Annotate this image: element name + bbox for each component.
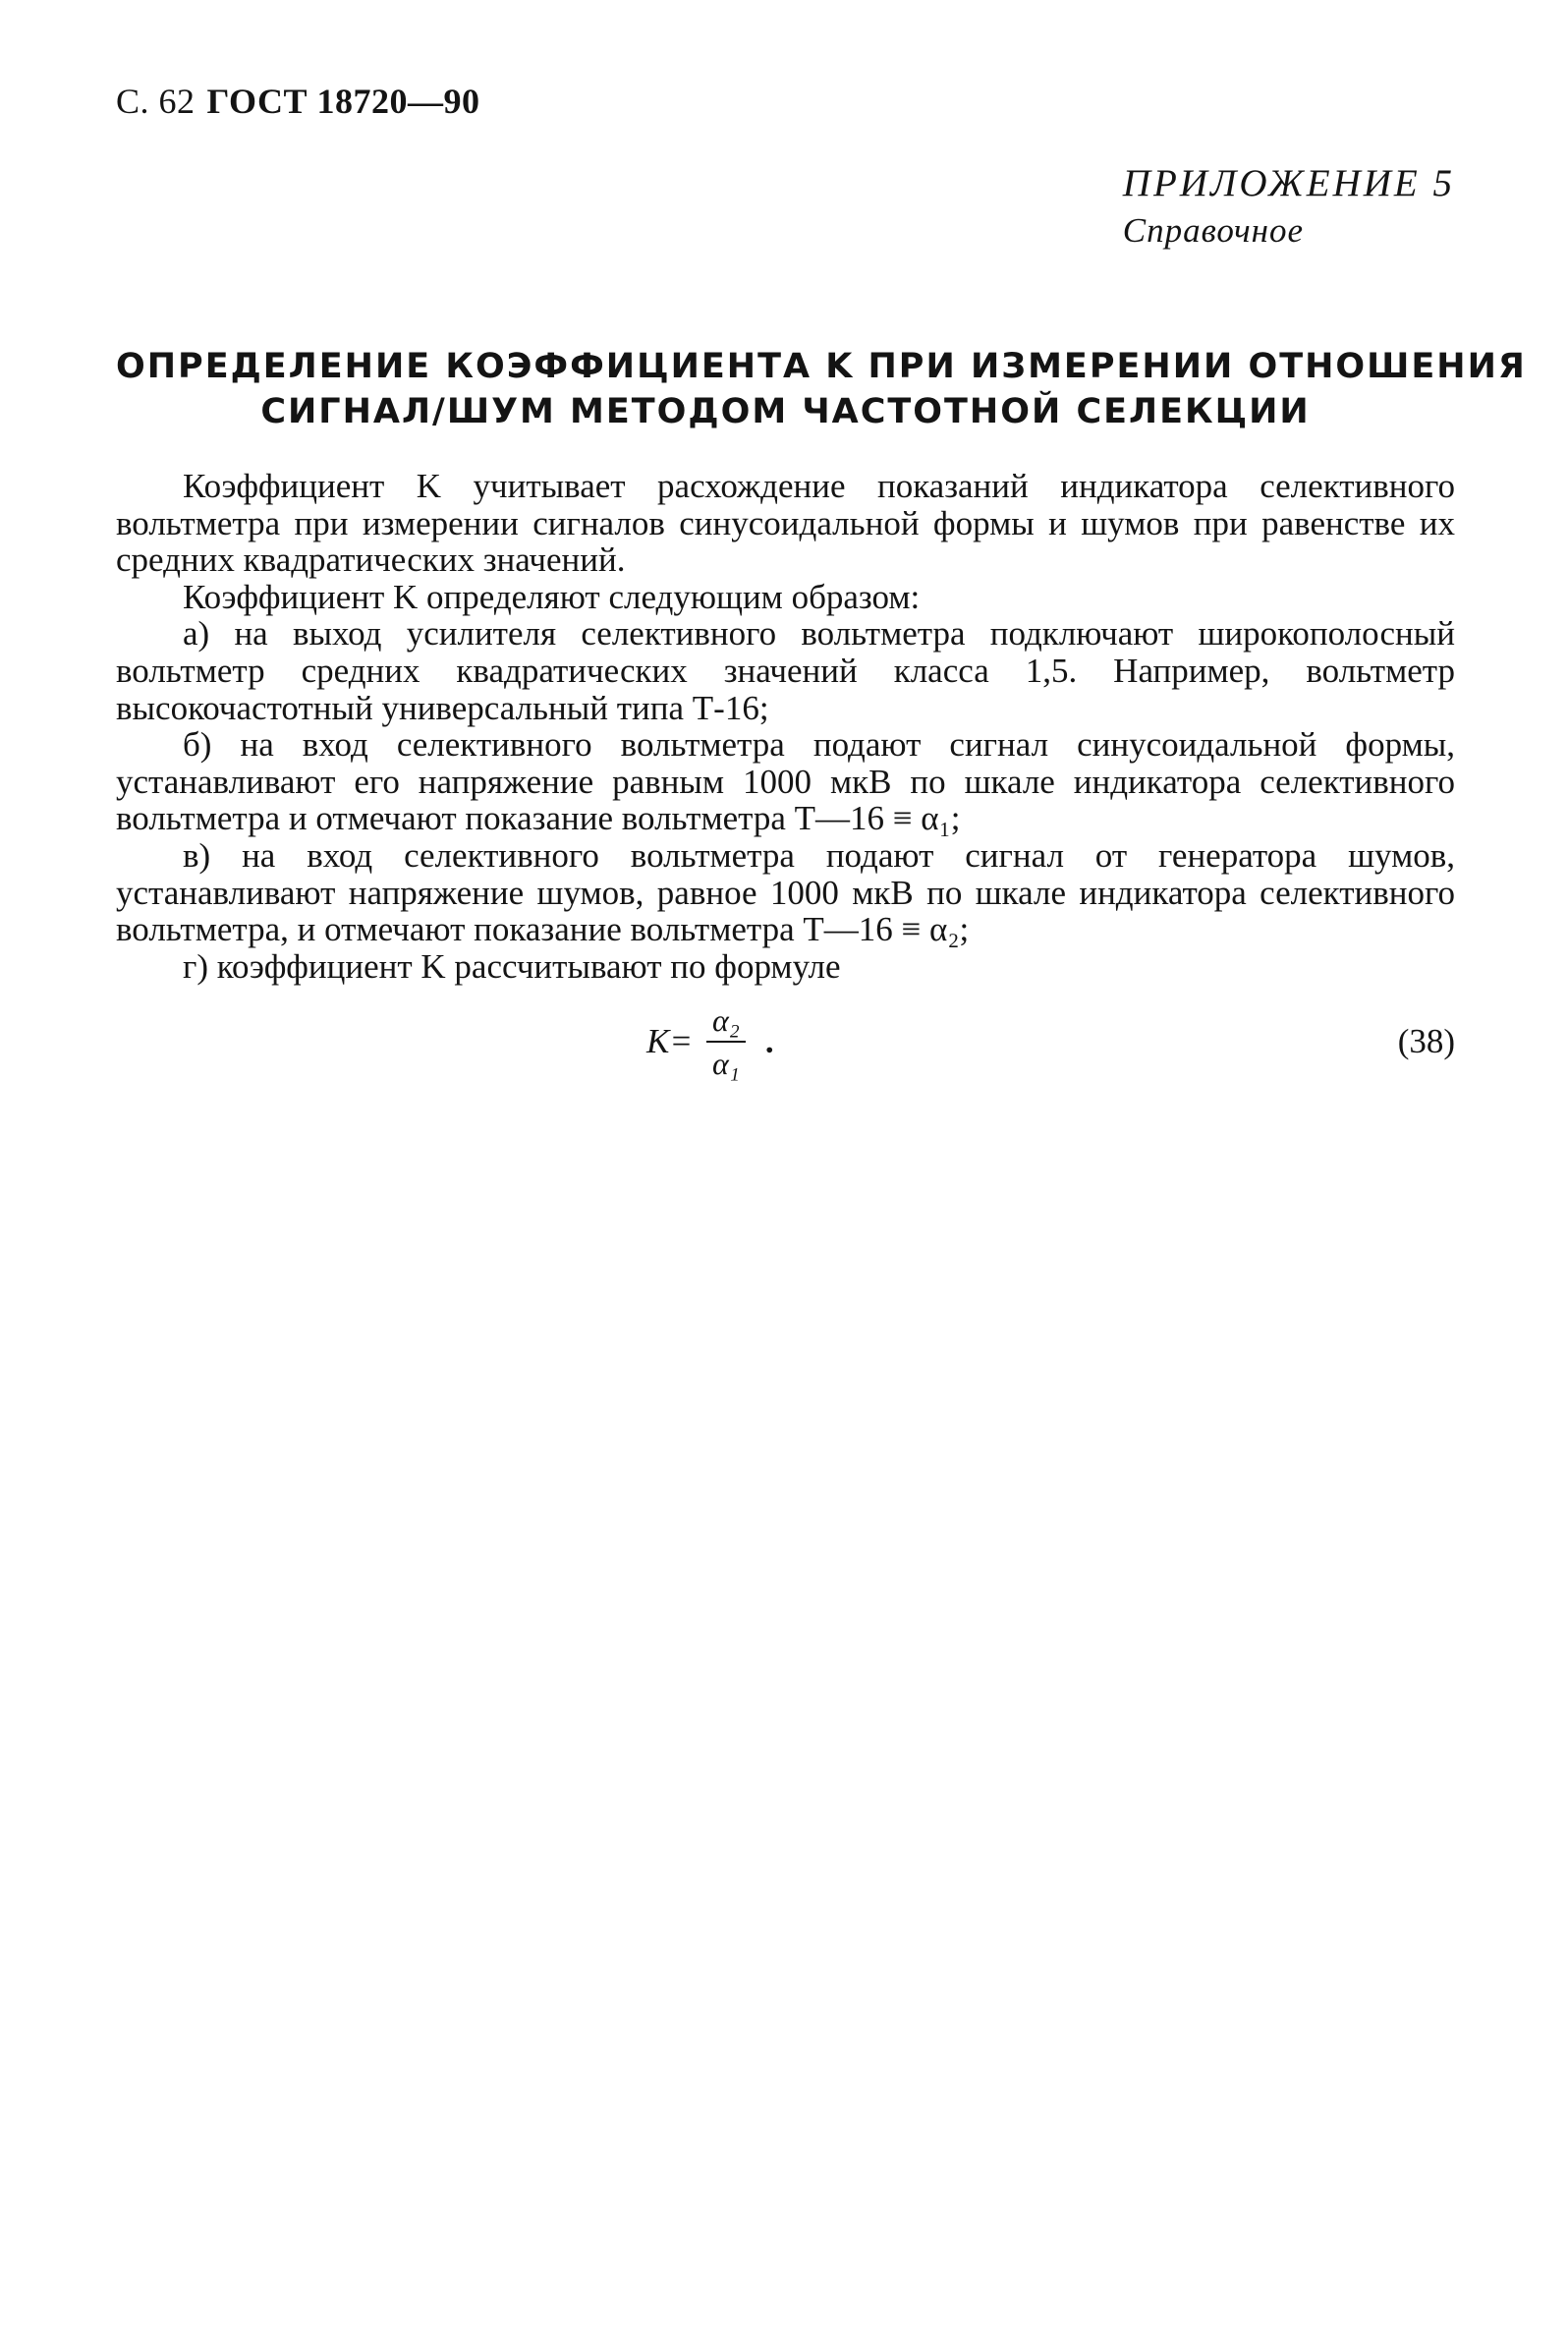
list-item-c: в) на вход селективного вольтметра подают сигнал от генератора шумов, устанавливают напряжение шумов, равное 1000 мкВ по шкале индикатора селективного вольтметра, и отмечают показание вольтметра Т—16 ≡ α₂; — [116, 835, 1455, 949]
document-title — [116, 344, 1527, 434]
formula-fraction — [706, 1003, 746, 1080]
title-line-1: ОПРЕДЕЛЕНИЕ КОЭФФИЦИЕНТА K ПРИ ИЗМЕРЕНИИ ОТНОШЕНИЯ — [116, 347, 1527, 386]
formula-lhs: K= — [646, 1022, 693, 1060]
title-line-2: СИГНАЛ/ШУМ МЕТОДОМ ЧАСТОТНОЙ СЕЛЕКЦИИ — [260, 392, 1311, 431]
formula-trailing: . — [764, 1022, 774, 1060]
paragraph-method: Коэффициент K определяют следующим образом: — [183, 577, 921, 616]
list-item-a: а) на выход усилителя селективного вольтметра подключают широкополосный вольтметр средних квадратических значений класса 1,5. Например, вольтметр высокочастотный универсальный типа Т-16; — [116, 614, 1455, 727]
appendix-title: ПРИЛОЖЕНИЕ 5 — [1122, 162, 1455, 204]
formula-row — [116, 993, 1455, 1091]
list-item-b: б) на вход селективного вольтметра подают сигнал синусоидальной формы, устанавливают его напряжение равным 1000 мкВ по шкале индикатора селективного вольтметра и отмечают показание вольтметра Т—16 ≡ α₁; — [116, 725, 1455, 838]
formula — [646, 993, 774, 1091]
paragraph-intro: Коэффициент K учитывает расхождение показаний индикатора селективного вольтметра при измерении сигналов синусоидальной формы и шумов при равенстве их средних квадратических значений. — [116, 467, 1455, 580]
appendix-subtitle: Справочное — [1122, 211, 1305, 250]
list-item-d: г) коэффициент K рассчитывают по формуле — [183, 946, 841, 986]
page-number: С. 62 — [116, 82, 196, 121]
page-header — [116, 81, 479, 122]
appendix-block — [1123, 159, 1455, 254]
formula-denominator: α₁ — [711, 1046, 740, 1081]
formula-numerator: α₂ — [706, 1003, 746, 1043]
document-body — [116, 468, 1455, 985]
equation-number: (38) — [1397, 1022, 1455, 1060]
standard-code: ГОСТ 18720—90 — [206, 82, 480, 121]
